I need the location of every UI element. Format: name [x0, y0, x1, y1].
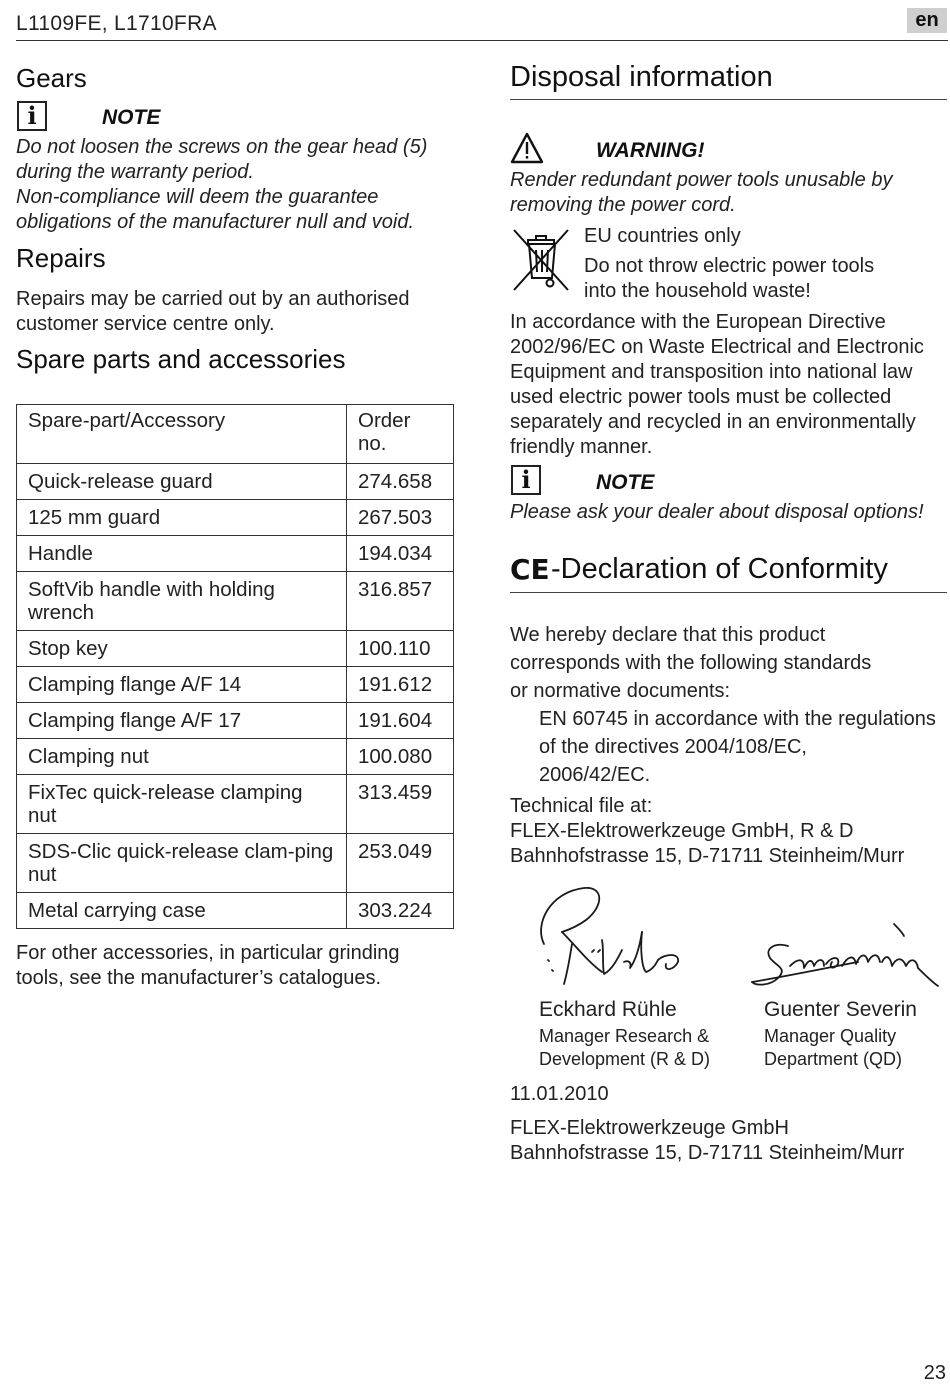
part-name-cell: Clamping nut: [17, 739, 347, 775]
eu-countries-text: EU countries only: [584, 225, 741, 247]
table-header-cell: Spare-part/Accessory: [17, 405, 347, 464]
accessories-footer-text: For other accessories, in particular grinding tools, see the manufacturer’s catalogues.: [16, 942, 400, 989]
disposal-divider: [510, 99, 947, 100]
order-number-cell: 100.110: [347, 631, 454, 667]
order-number-cell: 303.224: [347, 893, 454, 929]
disposal-note-text: Please ask your dealer about disposal options!: [510, 501, 924, 523]
table-row: [17, 464, 454, 500]
order-number-cell: 274.658: [347, 464, 454, 500]
part-name-cell: Clamping flange A/F 14: [17, 667, 347, 703]
repairs-text: Repairs may be carried out by an authorised customer service centre only.: [16, 288, 410, 335]
part-name-cell: SoftVib handle with holding wrench: [17, 572, 347, 631]
technical-file-text: Technical file at: FLEX-Elektrowerkzeuge GmbH, R & D Bahnhofstrasse 15, D-71711 Steinheim/Murr: [510, 795, 905, 867]
info-icon: i: [511, 465, 541, 495]
repairs-heading: Repairs: [16, 243, 106, 273]
household-waste-text: Do not throw electric power tools into the household waste!: [584, 255, 875, 302]
part-name-cell: 125 mm guard: [17, 500, 347, 536]
gears-note-text: Do not loosen the screws on the gear head (5) during the warranty period. Non-compliance will deem the guarantee obligations of the manufacturer null and void.: [16, 136, 428, 233]
standards-list: EN 60745 in accordance with the regulations of the directives 2004/108/EC, 2006/42/EC.: [539, 708, 936, 786]
disposal-heading: Disposal information: [510, 61, 773, 93]
order-number-cell: 191.612: [347, 667, 454, 703]
order-number-cell: 253.049: [347, 834, 454, 893]
signatory-name: Eckhard Rühle: [539, 998, 677, 1021]
part-name-cell: Quick-release guard: [17, 464, 347, 500]
part-name-cell: FixTec quick-release clamping nut: [17, 775, 347, 834]
warning-triangle-icon: [510, 132, 544, 164]
info-icon: i: [17, 101, 47, 131]
crossed-out-wheelie-bin-icon: [512, 226, 572, 294]
disposal-note-label: NOTE: [596, 471, 655, 494]
order-number-cell: 191.604: [347, 703, 454, 739]
table-row: [17, 500, 454, 536]
signature-severin: [748, 918, 944, 996]
table-row: [17, 775, 454, 834]
table-row: [17, 893, 454, 929]
table-row: [17, 703, 454, 739]
conformity-intro: We hereby declare that this product corresponds with the following standards or normative documents:: [510, 624, 872, 702]
table-row: [17, 572, 454, 631]
order-number-cell: 316.857: [347, 572, 454, 631]
table-header-row: [17, 405, 454, 464]
signatory-role: Manager Quality Department (QD): [764, 1026, 903, 1069]
warning-label: WARNING!: [596, 139, 705, 162]
order-number-cell: 194.034: [347, 536, 454, 572]
warning-text: Render redundant power tools unusable by removing the power cord.: [510, 169, 893, 216]
conformity-divider: [510, 592, 947, 593]
part-name-cell: Clamping flange A/F 17: [17, 703, 347, 739]
table-row: [17, 667, 454, 703]
document-model-title: L1109FE, L1710FRA: [16, 12, 217, 35]
part-name-cell: Metal carrying case: [17, 893, 347, 929]
table-row: [17, 631, 454, 667]
table-row: [17, 536, 454, 572]
page-number: 23: [923, 1362, 946, 1384]
table-row: [17, 834, 454, 893]
declaration-date: 11.01.2010: [510, 1083, 609, 1105]
part-name-cell: Handle: [17, 536, 347, 572]
ce-mark-icon: CE: [510, 553, 550, 586]
order-number-cell: 313.459: [347, 775, 454, 834]
part-name-cell: SDS-Clic quick-release clam-ping nut: [17, 834, 347, 893]
part-name-cell: Stop key: [17, 631, 347, 667]
signature-ruehle: [532, 884, 702, 994]
directive-text: In accordance with the European Directive 2002/96/EC on Waste Electrical and Electronic Equipment and transposition into national law used electric power tools must be collected separately and recycled in an environmentally friendly manner.: [510, 311, 924, 458]
table-row: [17, 739, 454, 775]
header-divider: [16, 40, 948, 41]
order-number-cell: 267.503: [347, 500, 454, 536]
company-address: FLEX-Elektrowerkzeuge GmbH Bahnhofstrasse 15, D-71711 Steinheim/Murr: [510, 1117, 905, 1164]
gears-note-label: NOTE: [102, 106, 161, 129]
signatory-role: Manager Research & Development (R & D): [539, 1026, 711, 1069]
order-number-cell: 100.080: [347, 739, 454, 775]
spare-parts-table: [16, 404, 454, 929]
conformity-heading: -Declaration of Conformity: [551, 553, 888, 585]
spare-parts-heading: Spare parts and accessories: [16, 344, 346, 374]
signatory-name: Guenter Severin: [764, 998, 917, 1021]
table-header-cell: Order no.: [347, 405, 454, 464]
language-badge: en: [907, 8, 947, 33]
gears-heading: Gears: [16, 63, 87, 93]
